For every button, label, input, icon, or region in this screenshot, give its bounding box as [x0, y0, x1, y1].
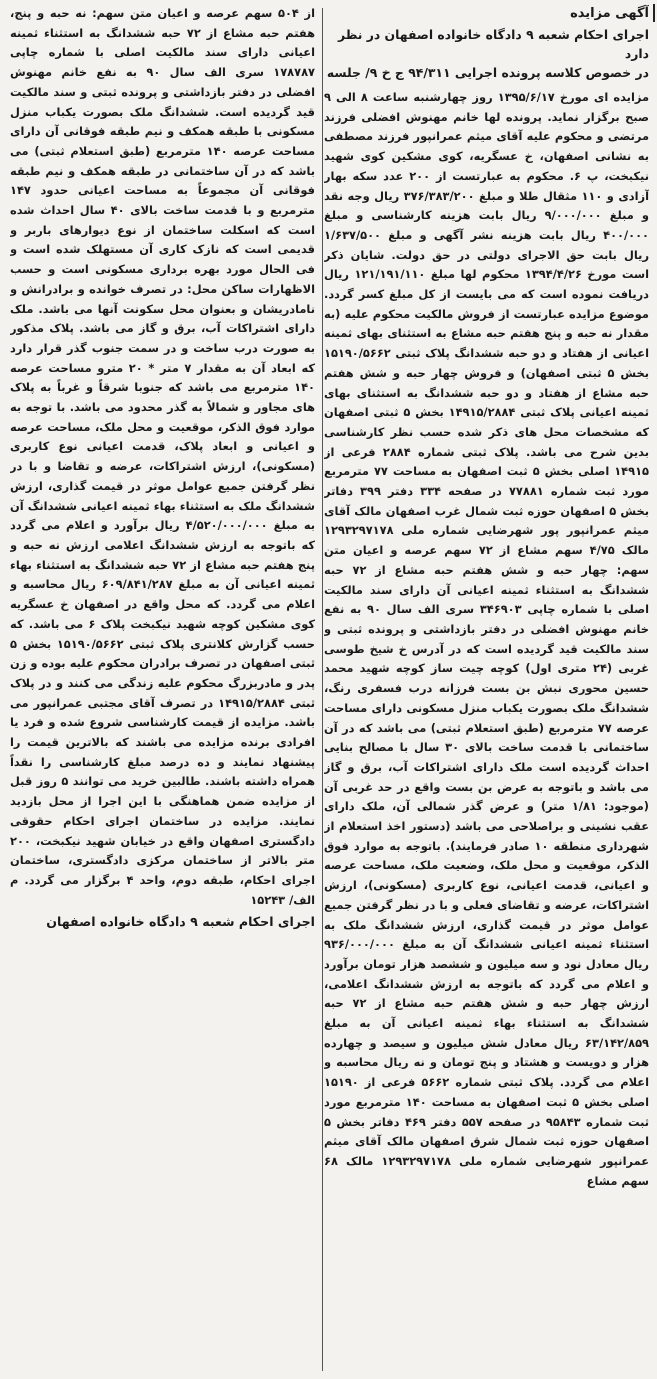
notice-body-right: مزایده ای مورخ ۱۳۹۵/۶/۱۷ روز چهارشنبه ساعت ۸ الی ۹ صبح برگزار نماید. پرونده لها خانم مهنوش افضلی فرزند مرتضی و محکوم علیه آقای میثم عمرانپور فرزند مصطفی به نشانی اصفهان، خ عسگریه، کوی مشکین کوی شهید نیکبخت، پ ۶. محکوم به عبارتست از ۲۰۰ عدد سکه بهار آزادی و ۱۱۰ مثقال طلا و مبلغ ۳۷۶/۳۸۳/۲۰۰ ریال وجه نقد و مبلغ ۹/۰۰۰/۰۰۰ ریال بابت هزینه کارشناسی و مبلغ ۴۰۰/۰۰۰ ریال بابت هزینه نشر آگهی و مبلغ ۱/۶۳۷/۵۰۰ ریال بابت حق الاجرای دولتی در حق دولت. شایان ذکر است مورخ ۱۳۹۴/۴/۲۶ محکوم لها مبلغ ۱۲۱/۱۹۱/۱۱۰ ریال دریافت نموده است که می بایست از کل مبلغ کسر گردد. موضوع مزایده عبارتست از فروش مالکیت محکوم علیه (به مقدار نه حبه و پنج هفتم حبه مشاع به استثنای بهای ثمینه اعیانی از هفتاد و دو حبه ششدانگ پلاک ثبتی ۱۵۱۹۰/۵۶۶۲ بخش ۵ ثبتی اصفهان) و فروش چهار حبه و شش هفتم حبه مشاع از هفتاد و دو حبه ششدانگ به استثنای بهای ثمینه اعیانی پلاک ثبتی ۱۴۹۱۵/۲۸۸۴ بخش ۵ ثبتی اصفهان که مشخصات محل های ذکر شده حسب نظر کارشناسی بدین شرح می باشد. پلاک ثبتی شماره ۲۸۸۴ فرعی از ۱۴۹۱۵ اصلی بخش ۵ ثبت اصفهان به مساحت ۷۷ مترمربع مورد ثبت شماره ۷۷۸۸۱ در صفحه ۳۳۴ دفتر ۳۹۹ دفاتر بخش ۵ اصفهان حوزه ثبت شمال غرب اصفهان مالک آقای میثم عمرانپور پور شهرضایی شماره ملی ۱۲۹۳۲۹۷۱۷۸ مالک ۴/۷۵ سهم مشاع از ۷۲ سهم عرصه و اعیان متن سهم: چهار حبه و شش هفتم حبه مشاع از ۷۲ حبه ششدانگ به استثناء ثمینه اعیانی آن دارای سند مالکیت اصلی با شماره چاپی ۳۴۶۹۰۳ سری الف سال ۹۰ به نفع خانم مهنوش افضلی در دفتر بازداشتی و پرونده ثبتی و سند مالکیت قید گردیده است که در آدرس خ شیخ طوسی غربی (۲۴ متری اول) کوچه چیت ساز کوچه شهید محمد حسین محوری نبش بن بست فرزانه درب فسفری رنگ، ششدانگ ملک بصورت یکباب منزل مسکونی دارای مساحت عرصه ۷۷ مترمربع (طبق استعلام ثبتی) می باشد که در آن ساختمانی با قدمت ساخت بالای ۳۰ سال با مصالح بنایی احداث گردیده است ملک دارای اشتراکات آب، برق و گاز می باشد و باتوجه به عرض بن بست واقع در حد غربی آن (موجود: ۱/۸۱ متر) و عرض گذر شمالی آن، ملک دارای عقب نشینی و براصلاحی می باشد (دستور اخذ استعلام از شهرداری منطقه ۱۰ صادر فرمایند). باتوجه به موارد فوق الذکر، موقعیت و محل ملک، وضعیت ملک، مساحت عرصه و اعیانی، قدمت اعیانی، نوع کاربری (مسکونی)، ارزش اشتراکات، عرضه و تقاضای فعلی و با در نظر گرفتن جمیع عوامل موثر در قیمت گذاری، ارزش ششدانگ ملک به استثناء ثمینه اعیانی ششدانگ آن به مبلغ ۹۳۶/۰۰۰/۰۰۰ ریال معادل نود و سه میلیون و ششصد هزار تومان برآورد و اعلام می گردد که باتوجه به ارزش ششدانگ اعلامی، ارزش چهار حبه و شش هفتم حبه مشاع از ۷۲ حبه ششدانگ به استثناء بهاء ثمینه اعیانی آن به مبلغ ۶۳/۱۴۲/۸۵۹ ریال معادل شش میلیون و سیصد و چهارده هزار و دویست و هشتاد و پنج تومان و نه ریال محاسبه و اعلام می گردد. پلاک ثبتی شماره ۵۶۶۲ فرعی از ۱۵۱۹۰ اصلی بخش ۵ ثبت اصفهان به مساحت ۱۴۰ مترمربع مورد ثبت شماره ۹۵۸۴۳ در صفحه ۵۵۷ دفتر ۴۶۹ دفاتر بخش ۵ اصفهان حوزه ثبت شمال شرق اصفهان مالک آقای میثم عمرانپور شهرضایی شماره ملی ۱۲۹۳۲۹۷۱۷۸ مالک ۶۸ سهم مشاع: [324, 90, 649, 1188]
notice-left-column: [10, 4, 315, 1373]
notice-heading: آگهی مزایده: [570, 6, 649, 21]
notice-body-left: از ۵۰۴ سهم عرصه و اعیان متن سهم: نه حبه و پنج، هفتم حبه مشاع از ۷۲ حبه ششدانگ به استثناء ثمینه اعیانی دارای سند مالکیت اصلی با شماره چاپی ۱۷۸۷۸۷ سری الف سال ۹۰ به نفع خانم مهنوش افضلی در دفتر بازداشتی و پرونده ثبتی و سند مالکیت قید گردیده است. ششدانگ ملک بصورت یکباب منزل مسکونی با طبقه همکف و نیم طبقه فوقانی آن دارای مساحت عرصه ۱۴۰ مترمربع (طبق استعلام ثبتی) می باشد که در آن ساختمانی در طبقه همکف و نیم طبقه فوقانی آن مجموعاً به مساحت اعیانی حدود ۱۴۷ مترمربع و با قدمت ساخت بالای ۴۰ سال احداث شده است که اسکلت ساختمان از نوع دیوارهای باربر و قدیمی است که نازک کاری آن مستهلک شده است و فی الحال مورد بهره برداری مسکونی است و حسب الاظهارات ساکن محل: در تصرف خوانده و برادرانش و نامادریشان و بعنوان محل سکونت آنها می باشد. ملک دارای اشتراکات آب، برق و گاز می باشد. پلاک مذکور به صورت درب ساخت و در سمت جنوب گذر قرار دارد که ابعاد آن به مقدار ۷ متر * ۲۰ مترو مساحت عرصه ۱۴۰ مترمربع می باشد که جنوبا شرقاً و غرباً به پلاک های مجاور و شمالاً به گذر محدود می باشد. با توجه به موارد فوق الذکر، موقعیت و محل ملک، مساحت عرصه و اعیانی و ابعاد پلاک، قدمت اعیانی نوع کاربری (مسکونی)، ارزش اشتراکات، عرضه و تقاضا و با در نظر گرفتن جمیع عوامل موثر در قیمت گذاری، ارزش ششدانگ ملک به استثناء بهاء ثمینه اعیانی ششدانگ آن به مبلغ ۴/۵۲۰/۰۰۰/۰۰۰ ریال برآورد و اعلام می گردد که باتوجه به ارزش ششدانگ اعلامی ارزش نه حبه و پنج هفتم حبه مشاع از ۷۲ حبه ششدانگ به استثناء بهاء ثمینه اعیانی آن به مبلغ ۶۰۹/۸۴۱/۲۸۷ ریال محاسبه و اعلام می گردد. که محل واقع در اصفهان خ عسگریه کوی مشکین کوچه شهید نیکبخت پلاک ۶ می باشد. که حسب گزارش کلانتری پلاک ثبتی ۱۵۱۹۰/۵۶۶۲ بخش ۵ ثبتی اصفهان در تصرف برادران محکوم علیه بوده و زن پدر و مادربزرگ محکوم علیه زندگی می کنند و در پلاک ثبتی ۱۴۹۱۵/۲۸۸۴ در تصرف آقای مجتبی عمرانپور می باشد. مزایده از قیمت کارشناسی شروع شده و فرد یا افرادی برنده مزایده می باشند که بالاترین قیمت را پیشنهاد نمایند و ده درصد مبلغ کارشناسی را نقداً همراه داشته باشند. طالبین خرید می توانند ۵ روز قبل از مزایده ضمن هماهنگی با این اجرا از محل بازدید نمایند. مزایده در ساختمان اجرای احکام حقوقی دادگستری اصفهان واقع در خیابان شهید نیکبخت، ۲۰۰ متر بالاتر از ساختمان مرکزی دادگستری، ساختمان اجرای احکام، طبقه دوم، واحد ۴ برگزار می گردد. م الف/ ۱۵۲۴۳: [10, 6, 315, 907]
column-divider: [322, 8, 323, 1371]
notice-title-line-2: در خصوص کلاسه پرونده اجرایی ۹۴/۳۱۱ ج خ ۹/ جلسه: [326, 65, 649, 80]
notice-right-column: [324, 4, 649, 1373]
column-edge-mark: [653, 4, 655, 22]
notice-signature: اجرای احکام شعبه ۹ دادگاه خانواده اصفهان: [46, 914, 315, 930]
notice-title-line-1: اجرای احکام شعبه ۹ دادگاه خانواده اصفهان در نظر دارد: [338, 27, 649, 61]
